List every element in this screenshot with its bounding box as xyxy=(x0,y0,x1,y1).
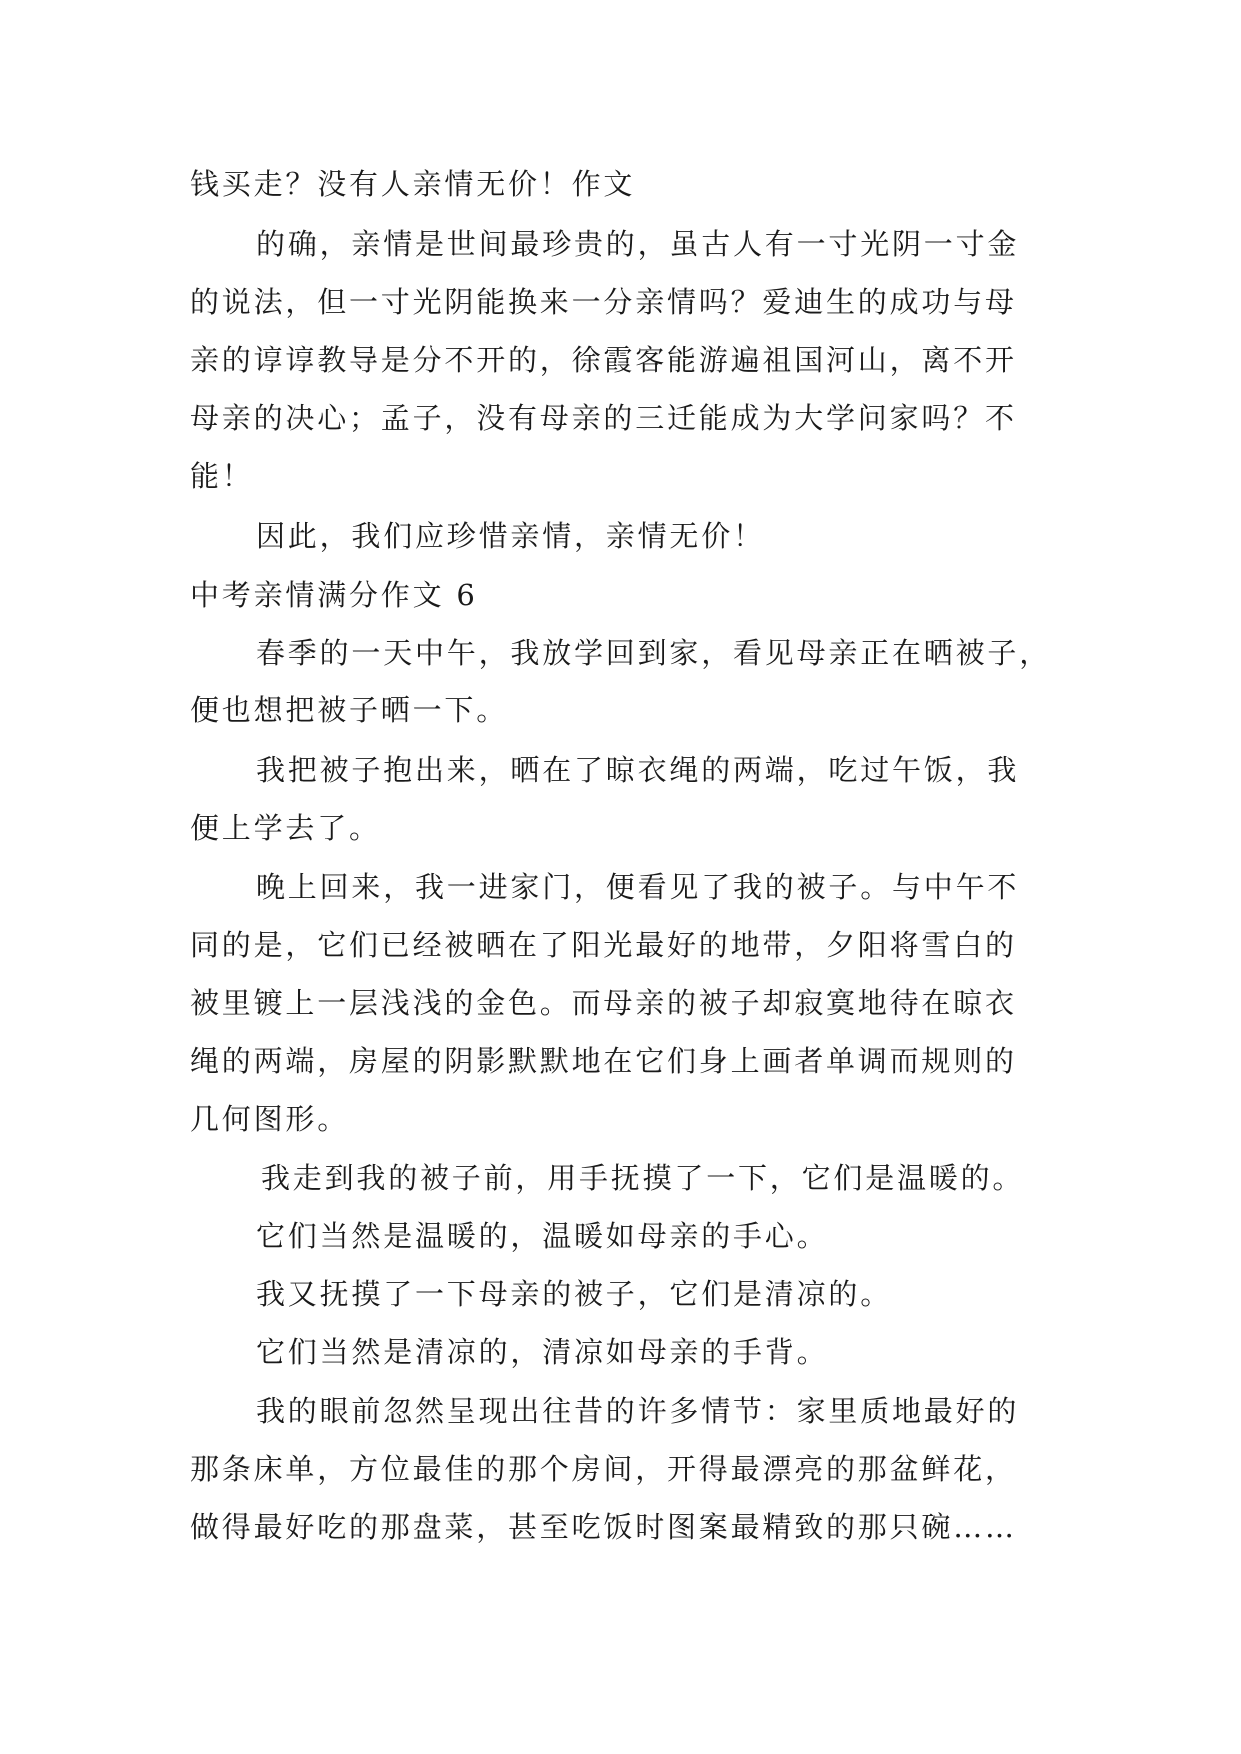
paragraph-start-line: 我把被子抱出来，晒在了晾衣绳的两端，吃过午饭，我 xyxy=(256,753,1020,787)
paragraph-start-line: 它们当然是温暖的，温暖如母亲的手心。 xyxy=(256,1219,829,1253)
paragraph-start-line: 我又抚摸了一下母亲的被子，它们是清凉的。 xyxy=(256,1277,893,1311)
text-line: 能！ xyxy=(190,459,254,493)
text-line: 母亲的决心；孟子，没有母亲的三迁能成为大学问家吗？不 xyxy=(190,401,1017,435)
paragraph-start-line: 春季的一天中午，我放学回到家，看见母亲正在晒被子， xyxy=(256,636,1052,670)
paragraph-start-line: 我走到我的被子前，用手抚摸了一下，它们是温暖的。 xyxy=(261,1161,1025,1195)
section-heading: 中考亲情满分作文 6 xyxy=(190,578,478,612)
text-line: 绳的两端，房屋的阴影默默地在它们身上画者单调而规则的 xyxy=(190,1044,1017,1078)
text-line: 被里镀上一层浅浅的金色。而母亲的被子却寂寞地待在晾衣 xyxy=(190,986,1017,1020)
paragraph-start-line: 晚上回来，我一进家门，便看见了我的被子。与中午不 xyxy=(256,870,1020,904)
text-line: 亲的谆谆教导是分不开的，徐霞客能游遍祖国河山，离不开 xyxy=(190,343,1017,377)
paragraph-start-line: 因此，我们应珍惜亲情，亲情无价！ xyxy=(256,519,765,553)
text-line: 做得最好吃的那盘菜，甚至吃饭时图案最精致的那只碗…… xyxy=(190,1510,1017,1544)
text-line: 便上学去了。 xyxy=(190,811,381,845)
text-line: 钱买走？没有人亲情无价！作文 xyxy=(190,167,636,201)
text-line: 同的是，它们已经被晒在了阳光最好的地带，夕阳将雪白的 xyxy=(190,928,1017,962)
text-line: 那条床单，方位最佳的那个房间，开得最漂亮的那盆鲜花， xyxy=(190,1452,1017,1486)
text-line: 便也想把被子晒一下。 xyxy=(190,693,509,727)
text-line: 的说法，但一寸光阴能换来一分亲情吗？爱迪生的成功与母 xyxy=(190,285,1017,319)
paragraph-start-line: 我的眼前忽然呈现出往昔的许多情节：家里质地最好的 xyxy=(256,1394,1020,1428)
paragraph-start-line: 的确，亲情是世间最珍贵的，虽古人有一寸光阴一寸金 xyxy=(256,227,1020,261)
paragraph-start-line: 它们当然是清凉的，清凉如母亲的手背。 xyxy=(256,1335,829,1369)
text-line: 几何图形。 xyxy=(190,1102,350,1136)
